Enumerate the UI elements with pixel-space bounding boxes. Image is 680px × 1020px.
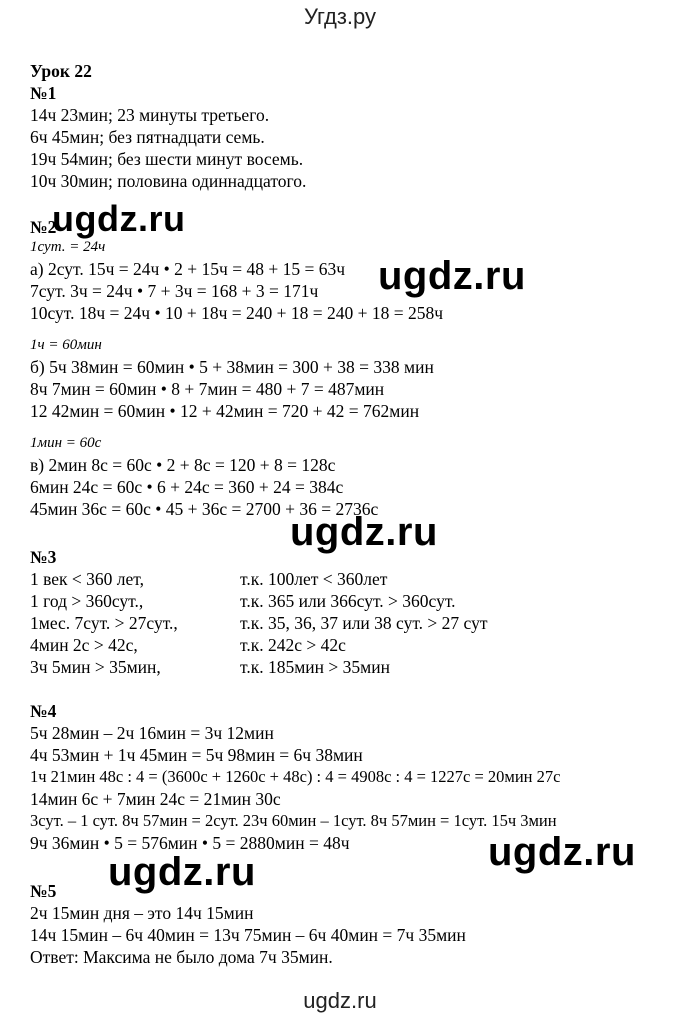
task-2-note-c: 1мин = 60с xyxy=(30,435,102,451)
watermark: ugdz.ru xyxy=(290,510,438,554)
task-3-left: 3ч 5мин > 35мин, xyxy=(30,657,161,677)
task-3-left: 1 век < 360 лет, xyxy=(30,569,145,589)
task-5-line: 2ч 15мин дня – это 14ч 15мин xyxy=(30,903,254,923)
task-2-note-b: 1ч = 60мин xyxy=(30,337,102,353)
watermark: ugdz.ru xyxy=(378,254,526,298)
task-3-left: 1 год > 360сут., xyxy=(30,591,144,611)
task-4-line: 1ч 21мин 48с : 4 = (3600с + 1260с + 48с) : 4 = 4908с : 4 = 1227с = 20мин 27с xyxy=(30,767,561,786)
task-1-line: 6ч 45мин; без пятнадцати семь. xyxy=(30,127,265,147)
task-5-line: 14ч 15мин – 6ч 40мин = 13ч 75мин – 6ч 40мин = 7ч 35мин xyxy=(30,925,466,945)
task-2-line: 10сут. 18ч = 24ч • 10 + 18ч = 240 + 18 = 240 + 18 = 258ч xyxy=(30,303,444,323)
task-2-note-a: 1сут. = 24ч xyxy=(30,239,106,255)
task-3-right: т.к. 100лет < 360лет xyxy=(240,569,388,589)
task-2-line: б) 5ч 38мин = 60мин • 5 + 38мин = 300 + 38 = 338 мин xyxy=(30,357,434,377)
task-1-line: 14ч 23мин; 23 минуты третьего. xyxy=(30,105,270,125)
task-2-line: 8ч 7мин = 60мин • 8 + 7мин = 480 + 7 = 487мин xyxy=(30,379,385,399)
task-2-line: 12 42мин = 60мин • 12 + 42мин = 720 + 42 = 762мин xyxy=(30,401,420,421)
task-2-line: 45мин 36с = 60с • 45 + 36с = 2700 + 36 = 2736с xyxy=(30,499,379,519)
watermark: ugdz.ru xyxy=(52,198,186,239)
task-3-right: т.к. 185мин > 35мин xyxy=(240,657,390,677)
site-header: Угдз.ру xyxy=(303,4,377,29)
task-3-right: т.к. 242с > 42с xyxy=(240,635,346,655)
task-4-line: 4ч 53мин + 1ч 45мин = 5ч 98мин = 6ч 38мин xyxy=(30,745,363,765)
task-2-line: в) 2мин 8с = 60с • 2 + 8с = 120 + 8 = 128с xyxy=(30,455,336,475)
task-5-number: №5 xyxy=(30,881,57,901)
site-footer: ugdz.ru xyxy=(303,988,377,1013)
task-3-left: 1мес. 7сут. > 27сут., xyxy=(30,613,178,633)
task-4-line: 5ч 28мин – 2ч 16мин = 3ч 12мин xyxy=(30,723,274,743)
task-1-number: №1 xyxy=(30,83,57,103)
task-4-line: 14мин 6с + 7мин 24с = 21мин 30с xyxy=(30,789,281,809)
task-4-line: 9ч 36мин • 5 = 576мин • 5 = 2880мин = 48ч xyxy=(30,833,350,853)
task-3-right: т.к. 35, 36, 37 или 38 сут. > 27 сут xyxy=(240,613,488,633)
watermark: ugdz.ru xyxy=(488,830,636,874)
task-4-line: 3сут. – 1 сут. 8ч 57мин = 2сут. 23ч 60мин – 1сут. 8ч 57мин = 1сут. 15ч 3мин xyxy=(30,811,557,830)
task-2-line: 6мин 24с = 60с • 6 + 24с = 360 + 24 = 384с xyxy=(30,477,344,497)
task-3-left: 4мин 2с > 42с, xyxy=(30,635,138,655)
task-2-line: а) 2сут. 15ч = 24ч • 2 + 15ч = 48 + 15 = 63ч xyxy=(30,259,346,279)
task-4-number: №4 xyxy=(30,701,57,721)
task-3-number: №3 xyxy=(30,547,57,567)
task-2-line: 7сут. 3ч = 24ч • 7 + 3ч = 168 + 3 = 171ч xyxy=(30,281,319,301)
task-1-line: 19ч 54мин; без шести минут восемь. xyxy=(30,149,304,169)
lesson-title: Урок 22 xyxy=(30,61,92,81)
watermark: ugdz.ru xyxy=(108,850,256,894)
task-1-line: 10ч 30мин; половина одиннадцатого. xyxy=(30,171,307,191)
task-2-number: №2 xyxy=(30,217,57,237)
task-3-right: т.к. 365 или 366сут. > 360сут. xyxy=(240,591,456,611)
task-5-line: Ответ: Максима не было дома 7ч 35мин. xyxy=(30,947,333,967)
